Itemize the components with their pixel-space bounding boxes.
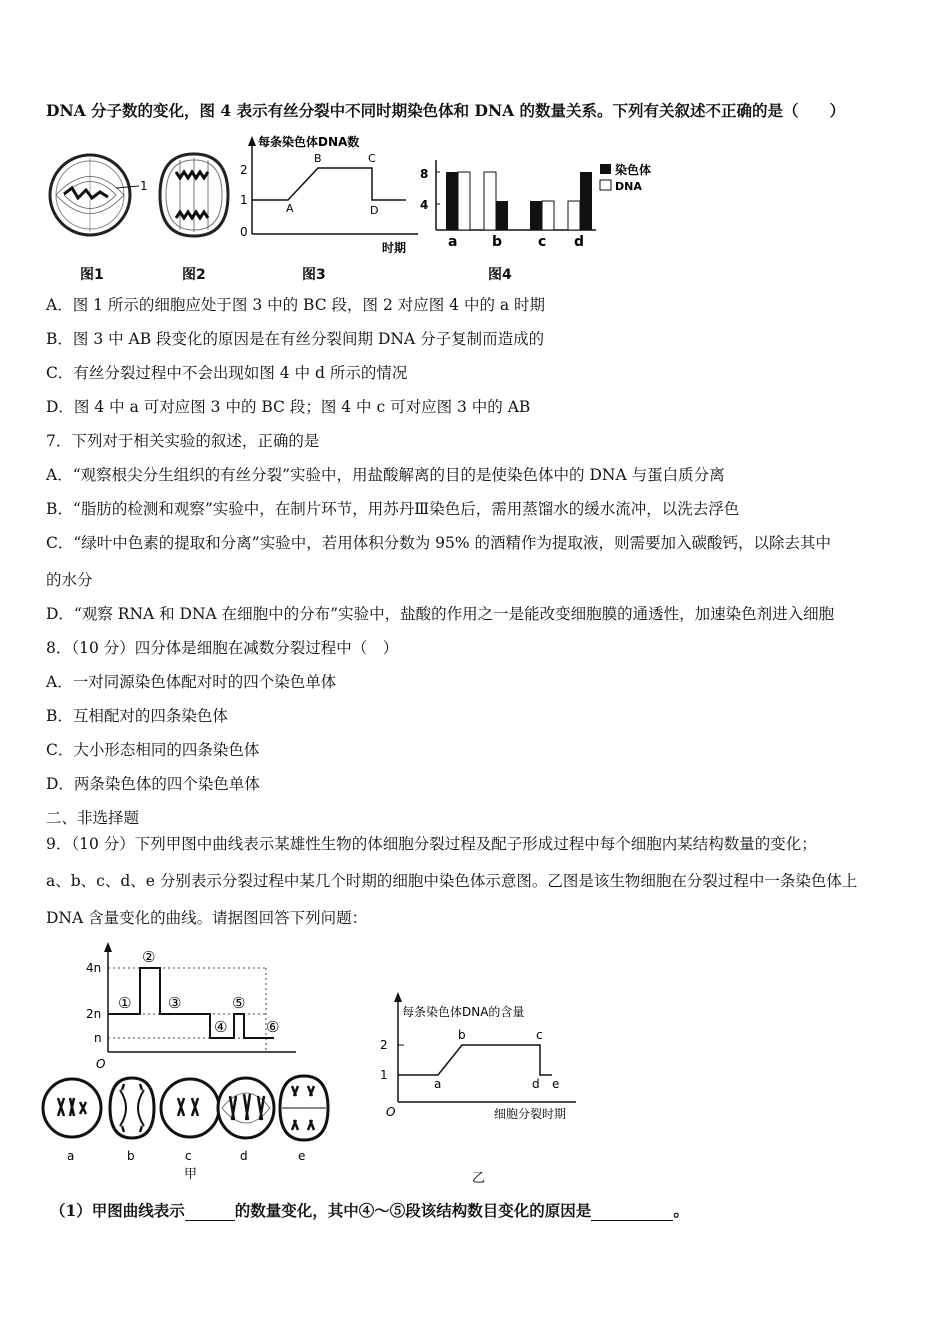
figure-3-point-b: B [314,152,322,165]
figure-3-point-a: A [286,202,294,215]
jia-cell-a [43,1079,101,1137]
figure-4-bar-d-dna [568,201,580,230]
figure-4-bar-a-dna [458,172,470,230]
figure-1-caption: 图1 [80,267,104,283]
figure-4-caption: 图4 [488,267,512,283]
figure-3-ytick-0: 0 [240,225,248,239]
figure-4-bar-b-dna [484,172,496,230]
q7-option-c-cont: 的水分 [46,571,93,589]
q9-sub1 [50,1201,689,1221]
yi-point-e: e [552,1077,560,1091]
yi-ytick-2: 2 [380,1038,388,1052]
figure-4-chart [414,150,674,250]
jia-seg-2: ② [142,948,156,966]
q6-option-a: A．图 1 所示的细胞应处于图 3 中的 BC 段，图 2 对应图 4 中的 a 时期 [46,296,546,314]
figure-4-cat-a: a [448,234,458,250]
figure-3-xlabel: 时期 [382,241,407,255]
q9-sub1-suffix: 。 [673,1201,689,1220]
q6-option-c: C．有丝分裂过程中不会出现如图 4 中 d 所示的情况 [46,364,408,382]
jia-cell-label-e: e [298,1149,306,1163]
q7-option-b: B．“脂肪的检测和观察”实验中，在制片环节，用苏丹Ⅲ染色后，需用蒸馏水的缓水流冲，以洗去浮色 [46,500,740,518]
figure-2-caption: 图2 [182,267,206,283]
jia-ytick-n: n [94,1031,102,1045]
q6-option-d: D．图 4 中 a 可对应图 3 中的 BC 段；图 4 中 c 可对应图 3 中的 AB [46,398,531,416]
q6-stem: DNA 分子数的变化，图 4 表示有丝分裂中不同时期染色体和 DNA 的数量关系。下列有关叙述不正确的是（ ） [46,101,846,120]
jia-ytick-4n: 4n [86,961,102,975]
q8-option-d: D．两条染色体的四个染色单体 [46,775,260,793]
yi-origin: O [386,1105,396,1119]
figure-4-legend-chrom-swatch [600,164,611,174]
q6-option-b: B．图 3 中 AB 段变化的原因是在有丝分裂间期 DNA 分子复制而造成的 [46,330,545,348]
q7-option-c: C．“绿叶中色素的提取和分离”实验中，若用体积分数为 95% 的酒精作为提取液，则需要加入碳酸钙，以除去其中 [46,534,832,552]
jia-ytick-2n: 2n [86,1007,102,1021]
section-2-title: 二、非选择题 [46,809,140,827]
figure-4-bars [446,172,592,230]
figure-4-ytick-4: 4 [420,198,429,212]
yi-point-b: b [458,1028,466,1042]
q9-sub1-blank-1[interactable] [185,1204,235,1221]
jia-caption: 甲 [184,1167,198,1182]
jia-cell-e [280,1076,328,1140]
jia-seg-3: ③ [168,994,182,1012]
figure-4-cat-c: c [538,234,547,250]
jia-cell-label-b: b [127,1149,135,1163]
yi-point-a: a [434,1077,442,1091]
figure-4-bar-d-chromosome [580,172,592,230]
yi-chart [376,990,596,1190]
figure-3-point-c: C [368,152,376,165]
figure-4-cat-d: d [574,234,585,250]
yi-ylabel: 每条染色体DNA的含量 [402,1005,525,1019]
jia-seg-6: ⑥ [266,1018,280,1036]
figure-4-bar-b-chromosome [496,201,508,230]
q8-option-c: C．大小形态相同的四条染色体 [46,741,260,759]
figure-4-ytick-8: 8 [420,167,429,181]
figure-4-bar-c-chromosome [530,201,542,230]
jia-cell-c [161,1079,219,1137]
q9-line-3: DNA 含量变化的曲线。请据图回答下列问题： [46,909,368,927]
jia-cell-label-a: a [67,1149,75,1163]
q9-line-1: 9．（10 分）下列甲图中曲线表示某雄性生物的体细胞分裂过程及配子形成过程中每个细胞内某结构数量的变化； [46,835,817,853]
q7-stem: 7．下列对于相关实验的叙述，正确的是 [46,432,320,450]
yi-caption: 乙 [472,1171,486,1186]
jia-origin: O [96,1057,106,1070]
figure-1-marker: 1 [140,179,148,193]
q8-option-b: B．互相配对的四条染色体 [46,707,228,725]
yi-point-c: c [536,1028,543,1042]
q9-sub1-blank-2[interactable] [591,1204,673,1221]
figure-4-cat-b: b [492,234,503,250]
yi-point-d: d [532,1077,540,1091]
figure-3-ytick-1: 1 [240,193,248,207]
jia-chart [84,940,300,1070]
q9-sub1-prefix: （1）甲图曲线表示 [50,1201,185,1220]
jia-cell-label-c: c [185,1149,192,1163]
figure-4-legend-chrom: 染色体 [615,163,652,177]
figure-4-legend-dna-swatch [600,180,611,190]
figure-3-point-d: D [370,204,379,217]
q9-sub1-middle: 的数量变化，其中④～⑤段该结构数目变化的原因是 [234,1201,592,1220]
q9-line-2: a、b、c、d、e 分别表示分裂过程中某几个时期的细胞中染色体示意图。乙图是该生物细胞在分裂过程中一条染色体上 [46,872,858,890]
yi-xlabel: 细胞分裂时期 [494,1107,567,1121]
figure-4-bar-a-chromosome [446,172,458,230]
figure-3-ytick-2: 2 [240,163,248,177]
jia-seg-5: ⑤ [232,994,246,1012]
figure-4-legend-dna: DNA [615,180,642,193]
jia-seg-4: ④ [214,1018,228,1036]
jia-cell-b [110,1078,154,1138]
yi-ytick-1: 1 [380,1068,388,1082]
jia-cell-d [218,1078,274,1138]
figure-3-chart [236,132,429,257]
q7-option-a: A．“观察根尖分生组织的有丝分裂”实验中，用盐酸解离的目的是使染色体中的 DNA 与蛋白质分离 [46,466,725,484]
figure-3-ylabel: 每条染色体DNA数 [258,135,360,149]
jia-cell-label-d: d [240,1149,248,1163]
jia-seg-1: ① [118,994,132,1012]
q7-option-d: D．“观察 RNA 和 DNA 在细胞中的分布”实验中，盐酸的作用之一是能改变细胞膜的通透性，加速染色剂进入细胞 [46,605,835,623]
figure-1-cell [44,148,154,243]
figure-4-bar-c-dna [542,201,554,230]
figure-2-cell [150,148,242,243]
jia-cells [40,1072,340,1184]
q8-stem: 8．（10 分）四分体是细胞在减数分裂过程中（ ） [46,639,399,657]
figure-3-caption: 图3 [302,267,326,283]
q8-option-a: A．一对同源染色体配对时的四个染色单体 [46,673,337,691]
